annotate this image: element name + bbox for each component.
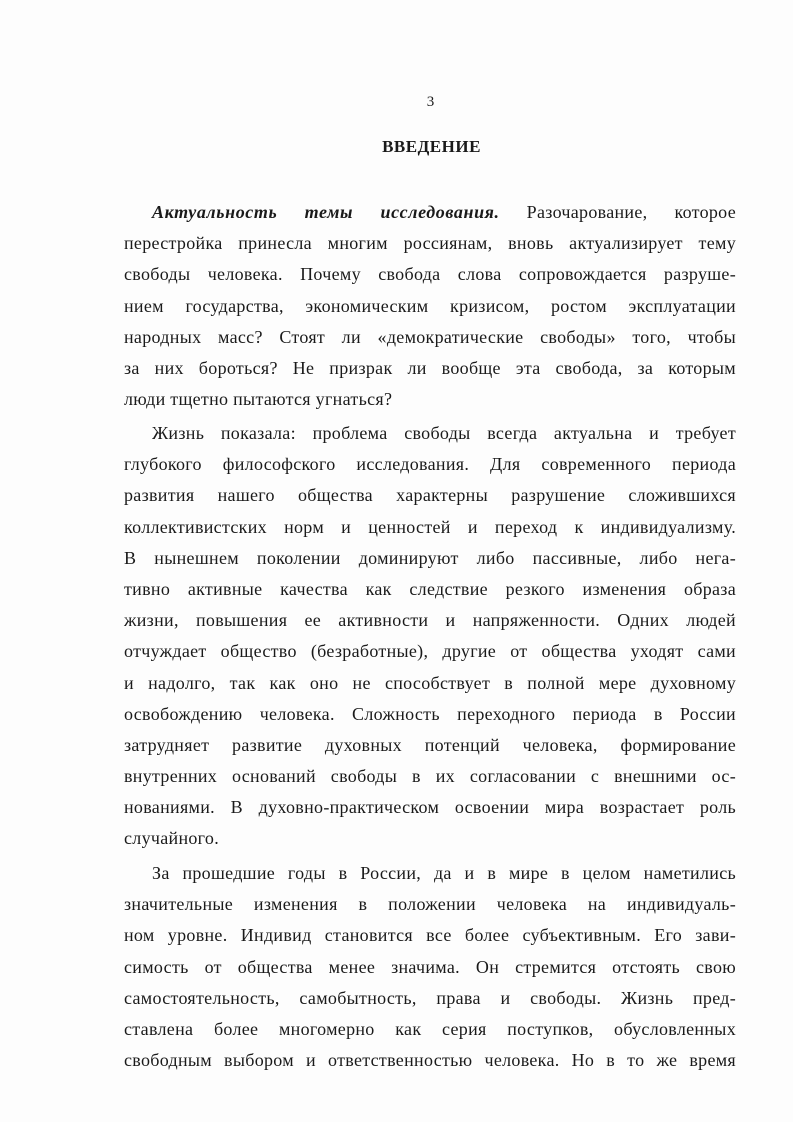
page-number: 3 [426, 94, 435, 110]
paragraph-line: освобождению человека. Сложность переходного периода в России [124, 703, 736, 724]
paragraph-line: развития нашего общества характерны разрушение сложившихся [124, 485, 736, 506]
paragraph-line: затрудняет развитие духовных потенций человека, формирование [124, 734, 736, 755]
paragraph-line: за них бороться? Не призрак ли вообще эта свобода, за которым [124, 357, 736, 378]
paragraph-line: самостоятельность, самобытность, права и свободы. Жизнь пред- [124, 987, 736, 1008]
paragraph-line: жизни, повышения ее активности и напряженности. Одних людей [124, 610, 736, 631]
paragraph-line: народных масс? Стоят ли «демократические свободы» того, чтобы [124, 326, 736, 347]
paragraph-line: В нынешнем поколении доминируют либо пассивные, либо нега- [124, 547, 736, 568]
paragraph-life-showed [124, 418, 736, 855]
paragraph-line: ном уровне. Индивид становится все более субъективным. Его зави- [124, 925, 736, 946]
paragraph-line: свободным выбором и ответственностью человека. Но в то же время [124, 1050, 736, 1071]
paragraph-past-years [124, 858, 736, 1076]
paragraph-line: нованиями. В духовно-практическом освоении мира возрастает роль [124, 797, 736, 818]
paragraph-line: Жизнь показала: проблема свободы всегда актуальна и требует [152, 423, 736, 443]
paragraph-line: ставлена более многомерно как серия поступков, обусловленных [124, 1018, 736, 1039]
paragraph-line: люди тщетно пытаются угнаться? [124, 389, 393, 410]
paragraph-line: перестройка принесла многим россиянам, вновь актуализирует тему [124, 233, 736, 254]
paragraph-line: внутренних оснований свободы в их согласовании с внешними ос- [124, 766, 736, 787]
paragraph-line: и надолго, так как оно не способствует в полной мере духовному [124, 672, 736, 693]
paragraph-line: свободы человека. Почему свобода слова сопровождается разруше- [124, 264, 736, 285]
paragraph-line: случайного. [124, 828, 220, 849]
paragraph-line: За прошедшие годы в России, да и в мире в целом наметились [152, 863, 736, 883]
paragraph-line: Актуальность темы исследования. Разочарование, которое [152, 202, 736, 222]
paragraph-relevance [124, 197, 736, 415]
section-heading: ВВЕДЕНИЕ [382, 137, 481, 156]
paragraph-line: отчуждает общество (безработные), другие от общества уходят сами [124, 641, 736, 662]
paragraph-lead: Актуальность темы исследования. [152, 202, 500, 222]
paragraph-line: нием государства, экономическим кризисом, ростом эксплуатации [124, 295, 736, 316]
paragraph-line: значительные изменения в положении человека на индивидуаль- [124, 894, 736, 915]
paragraph-line: тивно активные качества как следствие резкого изменения образа [124, 578, 736, 599]
paragraph-line: симость от общества менее значима. Он стремится отстоять свою [124, 956, 736, 977]
paragraph-line: коллективистских норм и ценностей и переход к индивидуализму. [124, 516, 736, 537]
paragraph-line: глубокого философского исследования. Для современного периода [124, 454, 736, 475]
